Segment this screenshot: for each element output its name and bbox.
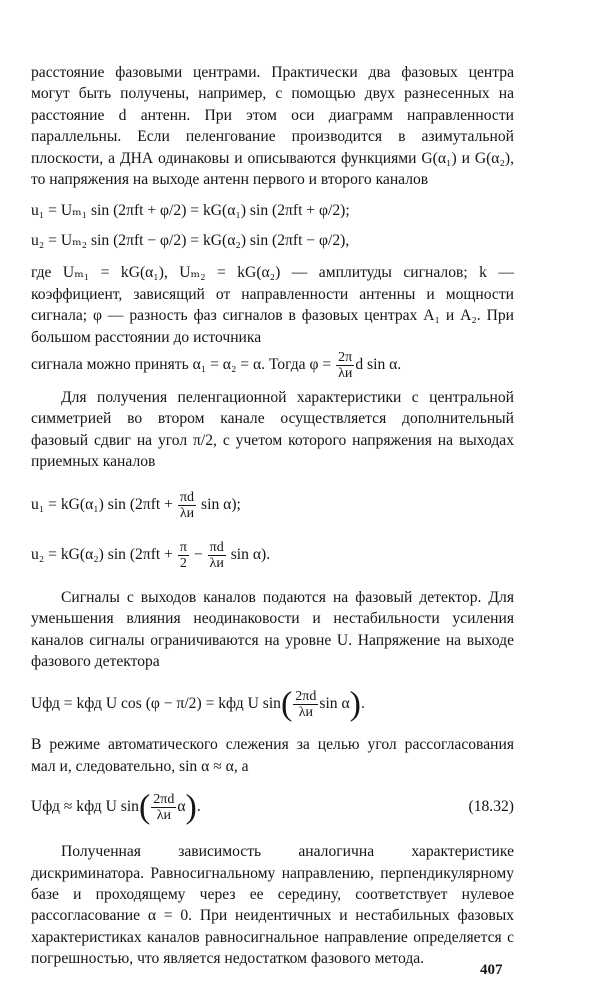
formula-block-4: [31, 785, 514, 829]
fraction-numerator: 2π: [336, 350, 354, 366]
formula-pd-right: sin α: [319, 695, 350, 713]
paren-left: (: [138, 788, 151, 826]
paragraph-2-text: где Uₘ₁ = kG(α₁), Uₘ₂ = kG(α₂) — амплитуды сигналов; k — коэффициент, зависящий от направленности антенны и мощности сигнала; φ — разность фаз сигналов в фазовых центрах A₁ и A₂. При большом расстоянии до источника: [31, 264, 514, 346]
fraction-pi-2: [178, 540, 189, 571]
formula-u1-right: sin α);: [201, 495, 241, 513]
formula-u2-minus: −: [193, 545, 203, 563]
fraction-numerator: πd: [208, 540, 226, 556]
formula-approx: Uфд ≈ kфд U sin( $\frac{2\pi d}{\lambda и}$ α). (18.32): [31, 785, 514, 829]
fraction-2pi-lambda: [336, 350, 354, 381]
page-number: 407: [480, 962, 503, 978]
paren-left: (: [280, 685, 293, 723]
paragraph-5: В режиме автоматического слежения за целью угол рассогласования мал и, следовательно, sin α ≈ α, а: [31, 736, 514, 775]
formula-u2-right: sin α).: [230, 545, 271, 563]
formula-u1: u₁ = Uₘ₁ sin (2πft + φ/2) = kG(α₁) sin (2πft + φ/2);: [31, 202, 350, 220]
formula-u2: u₂ = Uₘ₂ sin (2πft − φ/2) = kG(α₂) sin (2πft − φ/2),: [31, 232, 350, 250]
fraction-2pid-lambda: [293, 689, 318, 720]
formula-block-1: [31, 196, 514, 256]
paragraph-6: Полученная зависимость аналогична характеристике дискриминатора. Равносигнальному направлению, перпендикулярному базе и проходящему через ее середину, соответствует нулевое рассогласование α = 0. При неидентичных и нестабильных фазовых характеристиках каналов равносигнальное направление определяется с погрешностью, что является недостатком фазового метода.: [31, 843, 514, 968]
paragraph-2: [31, 262, 514, 348]
paragraph-2-tail-start: сигнала можно принять α₁ = α₂ = α. Тогда φ =: [31, 356, 332, 374]
formula-block-3: [31, 682, 514, 726]
formula-u2-left: u₂ = kG(α₂) sin (2πft +: [31, 545, 173, 563]
fraction-numerator: 2πd: [295, 689, 317, 705]
paragraph-1: расстояние фазовыми центрами. Практически два фазовых центра могут быть получены, например, с помощью двух разнесенных на расстояние d антенн. При этом оси диаграмм направленности параллельны. Если пеленгование производится в азимутальной плоскости, а ДНА одинаковы и описываются функциями G(α₁) и G(α₂), то напряжения на выходе антенн первого и второго каналов: [31, 64, 514, 189]
fraction-pid-lambda-2: [208, 540, 226, 571]
fraction-denominator: λи: [179, 505, 195, 521]
formula-u2-phase: [31, 533, 514, 577]
formula-pd-left: Uфд = kфд U cos (φ − π/2) = kфд U sin: [31, 695, 281, 713]
fraction-denominator: 2: [179, 555, 187, 571]
fraction-numerator: πd: [178, 490, 196, 506]
paren-right: ): [349, 685, 361, 723]
formula-block-2: [31, 485, 514, 577]
fraction-denominator: λи: [338, 366, 353, 382]
formula-phase-detector: Uфд = kфд U cos (φ − π/2) = kфд U sin( $\frac{2\pi d}{\lambda и}$ sin α).: [31, 685, 365, 723]
fraction-pid-lambda: [178, 490, 196, 521]
paren-right: ): [185, 788, 197, 826]
fraction-denominator: λи: [298, 705, 313, 721]
formula-approx-left: Uфд ≈ kфд U sin: [31, 798, 139, 816]
formula-u1-phase: [31, 485, 514, 525]
fraction-2pid-lambda-2: [151, 792, 176, 823]
formula-approx-alpha: α: [177, 798, 186, 816]
formula-u1-left: u₁ = kG(α₁) sin (2πft +: [31, 495, 173, 513]
paragraph-2-end: [31, 350, 514, 381]
fraction-denominator: λи: [209, 555, 224, 571]
fraction-numerator: π: [179, 539, 187, 555]
page-body: [31, 62, 514, 970]
paragraph-3: Для получения пеленгационной характеристики с центральной симметрией во втором канале осуществляется дополнительный фазовый сдвиг на угол π/2, с учетом которого напряжения на выходах приемных каналов: [31, 389, 514, 471]
fraction-numerator: 2πd: [153, 792, 175, 808]
paragraph-2-tail-end: d sin α.: [355, 356, 402, 374]
paragraph-4: Сигналы с выходов каналов подаются на фазовый детектор. Для уменьшения влияния неодинаковости и нестабильности усиления каналов сигналы ограничиваются на уровне U. Напряжение на выходе фазового детектора: [31, 588, 514, 670]
equation-number: (18.32): [468, 798, 514, 816]
fraction-denominator: λи: [156, 808, 171, 824]
